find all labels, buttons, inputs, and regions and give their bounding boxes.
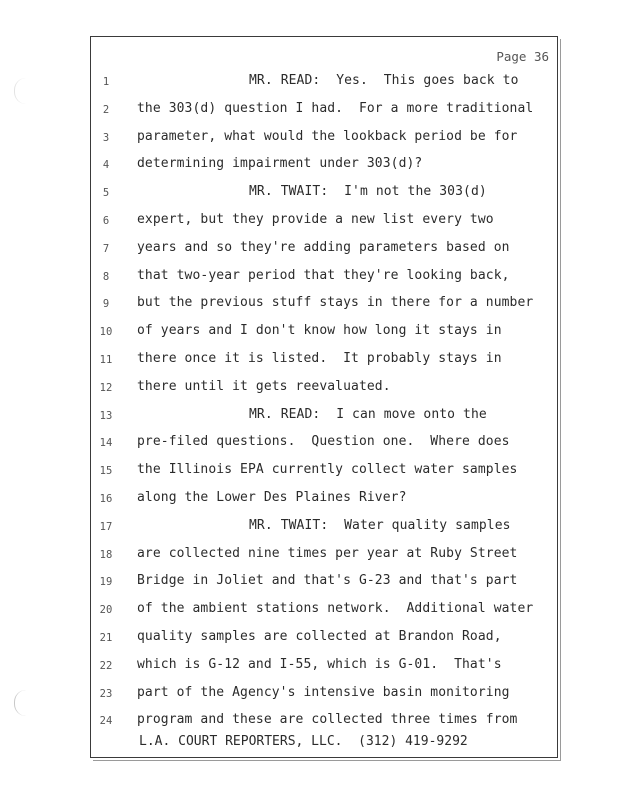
transcript-line	[91, 573, 557, 593]
transcript-line	[91, 240, 557, 260]
line-number: 18	[99, 548, 113, 561]
line-text: Bridge in Joliet and that's G-23 and that's part	[137, 573, 518, 589]
line-text: but the previous stuff stays in there for a number	[137, 295, 534, 311]
transcript-line	[91, 295, 557, 315]
page-number: Page 36	[496, 49, 549, 64]
line-text: MR. TWAIT: I'm not the 303(d)	[249, 184, 487, 200]
transcript-line	[91, 434, 557, 454]
transcript-line	[91, 657, 557, 677]
transcript-line	[91, 546, 557, 566]
transcript-line	[91, 156, 557, 176]
line-text: pre-filed questions. Question one. Where does	[137, 434, 510, 450]
line-text: that two-year period that they're looking back,	[137, 267, 510, 283]
line-text: along the Lower Des Plaines River?	[137, 490, 407, 505]
transcript-line	[91, 407, 557, 427]
line-number: 2	[102, 103, 110, 116]
line-number: 24	[99, 715, 113, 728]
line-text: MR. TWAIT: Water quality samples	[249, 517, 511, 533]
line-text: years and so they're adding parameters based on	[137, 239, 510, 255]
line-text: of the ambient stations network. Additional water	[137, 601, 534, 617]
line-number: 17	[99, 520, 113, 533]
line-text: which is G-12 and I-55, which is G-01. That's	[137, 656, 502, 672]
line-number: 11	[99, 354, 113, 366]
transcript-line	[91, 268, 557, 288]
line-number: 21	[99, 632, 113, 644]
line-number: 19	[99, 576, 113, 589]
line-text: are collected nine times per year at Ruby Street	[137, 545, 518, 561]
transcript-line	[91, 323, 557, 343]
line-number: 16	[99, 493, 113, 505]
line-text: parameter, what would the lookback period be for	[137, 128, 518, 144]
binder-hole-mark	[14, 690, 29, 716]
transcript-line	[91, 184, 557, 204]
line-number: 5	[102, 187, 110, 200]
line-text: quality samples are collected at Brandon Road,	[137, 629, 502, 644]
line-text: the 303(d) question I had. For a more traditional	[137, 100, 534, 116]
line-number: 7	[102, 242, 110, 255]
transcript-line	[91, 629, 557, 649]
transcript-line	[91, 462, 557, 482]
transcript-line	[91, 712, 557, 732]
line-number: 8	[102, 270, 110, 283]
line-number: 14	[99, 437, 113, 450]
transcript-page	[90, 36, 558, 758]
line-number: 4	[102, 159, 110, 172]
line-text: the Illinois EPA currently collect water samples	[137, 462, 518, 478]
transcript-line	[91, 212, 557, 232]
line-text: program and these are collected three times from	[137, 712, 518, 728]
line-text: there until it gets reevaluated.	[137, 378, 391, 394]
court-reporter-footer: L.A. COURT REPORTERS, LLC. (312) 419-9292	[139, 734, 468, 749]
transcript-line	[91, 379, 557, 399]
transcript-line	[91, 601, 557, 621]
line-number: 13	[99, 409, 113, 422]
line-number: 12	[99, 381, 113, 394]
line-text: expert, but they provide a new list every two	[137, 212, 494, 227]
line-number: 23	[99, 687, 113, 700]
line-text: of years and I don't know how long it stays in	[137, 323, 502, 339]
line-number: 3	[102, 131, 110, 144]
transcript-line	[91, 518, 557, 538]
transcript-line	[91, 101, 557, 121]
line-number: 9	[102, 298, 110, 311]
line-text: MR. READ: Yes. This goes back to	[249, 73, 519, 88]
transcript-line	[91, 685, 557, 705]
line-text: there once it is listed. It probably stays in	[137, 351, 502, 366]
line-text: part of the Agency's intensive basin monitoring	[137, 684, 510, 700]
line-number: 10	[99, 326, 113, 339]
line-number: 1	[102, 76, 110, 88]
line-text: determining impairment under 303(d)?	[137, 156, 423, 172]
line-number: 22	[99, 659, 113, 672]
transcript-line	[91, 129, 557, 149]
binder-hole-mark	[14, 78, 29, 104]
transcript-line	[91, 73, 557, 93]
line-number: 15	[99, 465, 113, 478]
transcript-line	[91, 351, 557, 371]
line-text: MR. READ: I can move onto the	[249, 406, 487, 422]
line-number: 6	[102, 215, 110, 227]
transcript-line	[91, 490, 557, 510]
line-number: 20	[99, 604, 113, 617]
